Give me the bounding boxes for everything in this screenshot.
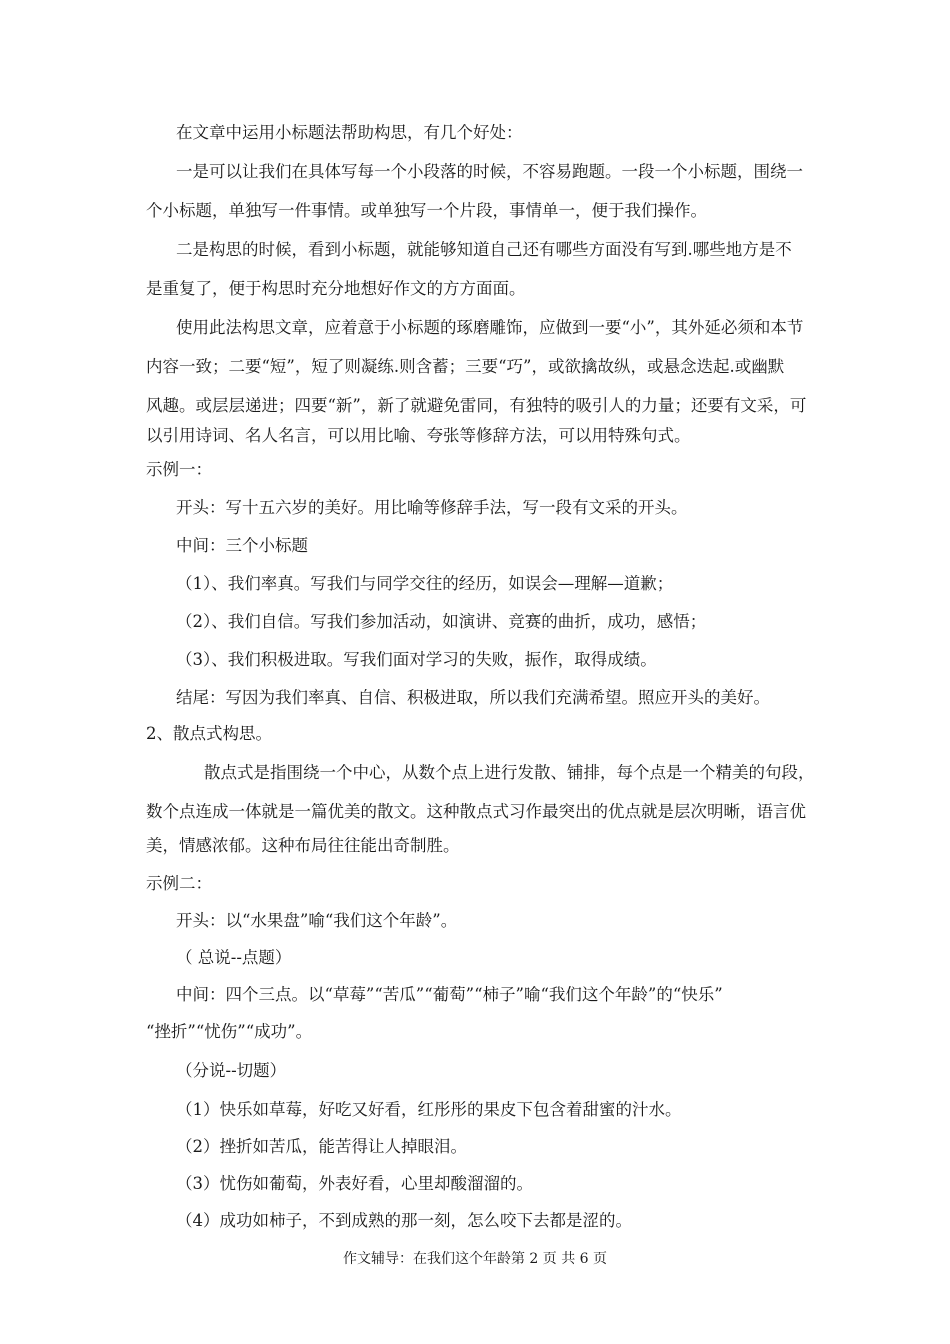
paragraph-line: 中间：三个小标题 <box>176 536 308 555</box>
list-item: （2）、我们自信。写我们参加活动，如演讲、竞赛的曲折，成功，感悟； <box>176 612 707 631</box>
list-item: （4）成功如柿子，不到成熟的那一刻，怎么咬下去都是涩的。 <box>176 1211 632 1230</box>
paragraph-line: 一是可以让我们在具体写每一个小段落的时候，不容易跑题。一段一个小标题，围绕一 <box>176 162 803 181</box>
paragraph-line: 内容一致；二要“短”，短了则凝练.则含蓄；三要“巧”，或欲擒故纵，或悬念迭起.或幽默 <box>146 357 785 376</box>
paragraph-line: （ 总说--点题） <box>176 948 292 967</box>
list-item: （2）挫折如苦瓜，能苦得让人掉眼泪。 <box>176 1137 467 1156</box>
list-item: （3）、我们积极进取。写我们面对学习的失败，振作，取得成绩。 <box>176 650 657 669</box>
paragraph-line: 结尾：写因为我们率真、自信、积极进取，所以我们充满希望。照应开头的美好。 <box>176 688 770 707</box>
paragraph-line: 是重复了，便于构思时充分地想好作文的方方面面。 <box>146 279 526 298</box>
section-heading: 示例一： <box>146 460 212 479</box>
section-heading: 2、散点式构思。 <box>146 724 272 743</box>
paragraph-line: 使用此法构思文章，应着意于小标题的琢磨雕饰，应做到一要“小”，其外延必须和本节 <box>176 318 804 337</box>
page-footer: 作文辅导：在我们这个年龄第 2 页 共 6 页 <box>342 1251 608 1267</box>
list-item: （1）快乐如草莓，好吃又好看，红彤彤的果皮下包含着甜蜜的汁水。 <box>176 1100 682 1119</box>
list-item: （3）忧伤如葡萄，外表好看，心里却酸溜溜的。 <box>176 1174 533 1193</box>
section-heading: 示例二： <box>146 874 212 893</box>
list-item: （1）、我们率真。写我们与同学交往的经历，如误会—理解—道歉； <box>176 574 674 593</box>
paragraph-line: 开头：写十五六岁的美好。用比喻等修辞手法，写一段有文采的开头。 <box>176 498 688 517</box>
paragraph-line: 散点式是指围绕一个中心，从数个点上进行发散、铺排，每个点是一个精美的句段， <box>204 763 815 782</box>
paragraph-line: “挫折”“忧伤”“成功”。 <box>146 1022 313 1041</box>
paragraph-line: 中间：四个三点。以“草莓”“苦瓜”“葡萄”“柿子”喻“我们这个年龄”的“快乐” <box>176 985 723 1004</box>
paragraph-line: 以引用诗词、名人名言，可以用比喻、夸张等修辞方法，可以用特殊句式。 <box>146 426 691 445</box>
paragraph-line: 开头：以“水果盘”喻“我们这个年龄”。 <box>176 911 458 930</box>
paragraph-line: 数个点连成一体就是一篇优美的散文。这种散点式习作最突出的优点就是层次明晰，语言优 <box>146 802 806 821</box>
paragraph-line: 二是构思的时候，看到小标题，就能够知道自己还有哪些方面没有写到.哪些地方是不 <box>176 240 792 259</box>
paragraph-line: 在文章中运用小标题法帮助构思，有几个好处： <box>176 123 523 142</box>
paragraph-line: 美，情感浓郁。这种布局往往能出奇制胜。 <box>146 836 460 855</box>
paragraph-line: （分说--切题） <box>176 1061 287 1080</box>
paragraph-line: 风趣。或层层递进；四要“新”，新了就避免雷同，有独特的吸引人的力量；还要有文采，可 <box>146 396 807 415</box>
paragraph-line: 个小标题，单独写一件事情。或单独写一个片段，事情单一，便于我们操作。 <box>146 201 707 220</box>
